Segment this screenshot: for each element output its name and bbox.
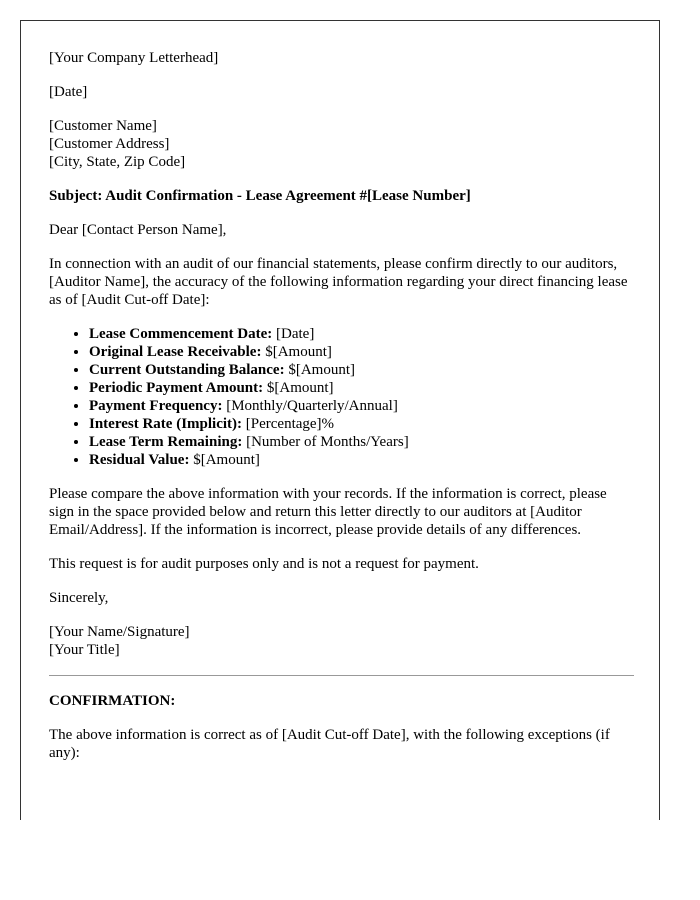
disclaimer-paragraph: This request is for audit purposes only and is not a request for payment. bbox=[49, 556, 479, 572]
list-item bbox=[89, 343, 634, 361]
closing: Sincerely, bbox=[49, 590, 109, 606]
item-label: Residual Value: bbox=[89, 452, 190, 468]
instructions-paragraph: Please compare the above information with your records. If the information is correct, please sign in the space provided below and return this letter directly to our auditors at [Auditor Email/Address]. If the information is incorrect, please provide details of any differences. bbox=[49, 486, 607, 538]
subject-line: Subject: Audit Confirmation - Lease Agreement #[Lease Number] bbox=[49, 188, 471, 204]
item-label: Current Outstanding Balance: bbox=[89, 362, 285, 378]
item-label: Original Lease Receivable: bbox=[89, 344, 262, 360]
letter-page bbox=[20, 20, 660, 820]
letter-date: [Date] bbox=[49, 84, 88, 100]
lease-details-list bbox=[49, 325, 634, 469]
list-item bbox=[89, 433, 634, 451]
list-item bbox=[89, 397, 634, 415]
item-value: $[Amount] bbox=[189, 452, 260, 468]
confirmation-heading: CONFIRMATION: bbox=[49, 693, 176, 709]
item-label: Lease Commencement Date: bbox=[89, 326, 273, 342]
section-divider bbox=[49, 675, 634, 676]
item-label: Periodic Payment Amount: bbox=[89, 380, 264, 396]
item-value: [Date] bbox=[272, 326, 315, 342]
item-value: [Percentage]% bbox=[242, 416, 335, 432]
recipient-city: [City, State, Zip Code] bbox=[49, 154, 186, 170]
signature-name: [Your Name/Signature] bbox=[49, 624, 190, 640]
item-label: Interest Rate (Implicit): bbox=[89, 416, 243, 432]
item-label: Lease Term Remaining: bbox=[89, 434, 243, 450]
item-value: $[Amount] bbox=[261, 344, 332, 360]
list-item bbox=[89, 325, 634, 343]
recipient-address: [Customer Address] bbox=[49, 136, 170, 152]
list-item bbox=[89, 451, 634, 469]
confirmation-text: The above information is correct as of [Audit Cut-off Date], with the following exceptions (if any): bbox=[49, 727, 610, 761]
list-item bbox=[89, 361, 634, 379]
recipient-block bbox=[49, 117, 634, 171]
list-item bbox=[89, 379, 634, 397]
letterhead: [Your Company Letterhead] bbox=[49, 50, 219, 66]
salutation: Dear [Contact Person Name], bbox=[49, 222, 227, 238]
signature-block bbox=[49, 623, 634, 659]
recipient-name: [Customer Name] bbox=[49, 118, 157, 134]
item-value: $[Amount] bbox=[284, 362, 355, 378]
item-value: [Monthly/Quarterly/Annual] bbox=[222, 398, 398, 414]
signature-title: [Your Title] bbox=[49, 642, 120, 658]
letter-content bbox=[49, 49, 634, 778]
item-value: [Number of Months/Years] bbox=[242, 434, 409, 450]
list-item bbox=[89, 415, 634, 433]
intro-paragraph: In connection with an audit of our financial statements, please confirm directly to our auditors, [Auditor Name], the accuracy of the following information regarding your direct financing lease as of [Audit Cut-off Date]: bbox=[49, 256, 628, 308]
item-value: $[Amount] bbox=[263, 380, 334, 396]
item-label: Payment Frequency: bbox=[89, 398, 223, 414]
